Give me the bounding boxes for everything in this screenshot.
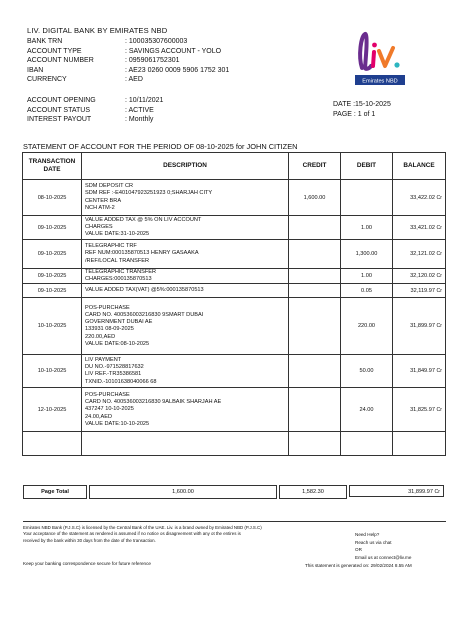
description-line: CHARGES:000135870513 bbox=[85, 276, 152, 283]
page-total-label: Page Total bbox=[23, 485, 87, 499]
cell-credit bbox=[289, 240, 341, 269]
info-value: : 100035307600003 bbox=[125, 38, 188, 45]
cell-description bbox=[82, 284, 289, 298]
table-row bbox=[23, 388, 446, 432]
balance-cr: Cr bbox=[436, 368, 442, 375]
cell-date: 09-10-2025 bbox=[23, 269, 82, 284]
col-header-credit: CREDIT bbox=[289, 153, 341, 180]
description-line: VALUE DATE:08-10-2025 bbox=[85, 340, 150, 347]
cell-description bbox=[82, 180, 289, 216]
description-line: TXNID.-10101638040066 68 bbox=[85, 378, 157, 385]
help-email: Email us at connect@liv.me bbox=[355, 554, 412, 560]
description-line: REF NUM:000135870513 HENRY GASAAKA bbox=[85, 250, 199, 257]
balance-cr: Cr bbox=[436, 406, 442, 413]
description-line: CHARGES bbox=[85, 223, 113, 230]
info-label: CURRENCY bbox=[27, 76, 67, 84]
info-value: : 10/11/2021 bbox=[125, 97, 164, 104]
cell-debit: 24.00 bbox=[341, 388, 393, 432]
info-value: : AE23 0260 0009 5906 1752 301 bbox=[125, 66, 230, 74]
col-header-debit: DEBIT bbox=[341, 153, 393, 180]
account-info bbox=[27, 37, 229, 85]
statement-date: DATE :15-10-2025 bbox=[333, 101, 391, 108]
col-header-date: TRANSACTION DATE bbox=[23, 153, 82, 180]
table-row bbox=[23, 284, 446, 298]
cell-balance bbox=[393, 355, 446, 388]
secure-note: Keep your banking correspondence secure for future reference bbox=[23, 561, 151, 566]
cell-balance bbox=[393, 298, 446, 355]
empty-cell bbox=[289, 432, 341, 456]
cell-credit bbox=[289, 269, 341, 284]
page-total-balance bbox=[349, 485, 444, 497]
cell-balance bbox=[393, 216, 446, 240]
info-label: ACCOUNT NUMBER bbox=[27, 57, 94, 65]
statement-date-block bbox=[333, 100, 391, 120]
table-row bbox=[23, 216, 446, 240]
balance-value: 32,119.97 bbox=[410, 287, 435, 294]
table-header-row bbox=[23, 153, 446, 180]
info-value: : 0959061752301 bbox=[125, 57, 180, 65]
cell-debit: 220.00 bbox=[341, 298, 393, 355]
balance-value: 31,849.97 bbox=[410, 368, 435, 375]
description-line: CARD NO. 400536003216830 9SMART DUBAI bbox=[85, 312, 204, 318]
cell-credit: 1,600.00 bbox=[289, 180, 341, 216]
table-row bbox=[23, 298, 446, 355]
cell-balance bbox=[393, 240, 446, 269]
cell-description bbox=[82, 355, 289, 388]
cell-date: 09-10-2025 bbox=[23, 284, 82, 298]
cell-date: 10-10-2025 bbox=[23, 355, 82, 388]
info-label: BANK TRN bbox=[27, 38, 63, 45]
cell-debit: 1.00 bbox=[341, 269, 393, 284]
description-line: LIV REF.-TR35386581 bbox=[85, 371, 142, 378]
cell-date: 08-10-2025 bbox=[23, 180, 82, 216]
page-total-credit: 1,600.00 bbox=[89, 485, 277, 499]
balance-value: 31,825.97 bbox=[410, 406, 435, 413]
cell-balance bbox=[393, 388, 446, 432]
page-number: PAGE : 1 of 1 bbox=[333, 111, 376, 118]
cell-debit: 1,300.00 bbox=[341, 240, 393, 269]
generated-note: This statement is generated on: 29/02/2024 8.55 AM bbox=[305, 563, 412, 568]
description-line: 24.00,AED bbox=[85, 413, 113, 420]
info-value: : ACTIVE bbox=[125, 106, 154, 114]
disclaimer-line: Your acceptance of the statement as rendered is assumed if no notice os disagreement with any ot the entires is bbox=[23, 531, 241, 537]
cell-debit: 50.00 bbox=[341, 355, 393, 388]
balance-value: 32,121.02 bbox=[410, 251, 435, 257]
col-header-balance: BALANCE bbox=[393, 153, 446, 180]
cell-credit bbox=[289, 284, 341, 298]
description-line: VALUE DATE:10-10-2025 bbox=[85, 420, 150, 427]
page-total-balance-value: 31,899.97 bbox=[408, 489, 433, 495]
description-line: VALUE ADDED TAX @ 5% ON LIV ACCOUNT bbox=[85, 216, 202, 223]
page-total-debit: 1,582.30 bbox=[279, 485, 347, 499]
logo-subtitle: Emirates NBD bbox=[362, 78, 398, 85]
balance-cr: Cr bbox=[436, 194, 442, 201]
cell-balance bbox=[393, 269, 446, 284]
description-line: CENTER BRA bbox=[85, 197, 122, 204]
cell-date: 09-10-2025 bbox=[23, 216, 82, 240]
description-line: TELEGRAPHIC TRF bbox=[85, 243, 137, 250]
info-row-opening bbox=[27, 96, 163, 106]
description-line: LIV PAYMENT bbox=[85, 357, 122, 363]
description-line: POS-PURCHASE bbox=[85, 391, 130, 398]
table-body bbox=[23, 180, 446, 456]
info-row-trn bbox=[27, 37, 229, 47]
statement-title: STATEMENT OF ACCOUNT FOR THE PERIOD OF 08-10-2025 for JOHN CITIZEN bbox=[23, 142, 298, 151]
cell-description bbox=[82, 298, 289, 355]
page-total-cr: Cr bbox=[434, 489, 440, 495]
cell-description bbox=[82, 388, 289, 432]
cell-description bbox=[82, 269, 289, 284]
table-filler-row bbox=[23, 432, 446, 456]
liv-logo bbox=[352, 26, 408, 88]
balance-cr: Cr bbox=[436, 224, 442, 231]
bank-name: LIV. DIGITAL BANK BY EMIRATES NBD bbox=[27, 26, 168, 35]
col-header-description: DESCRIPTION bbox=[82, 153, 289, 180]
account-status-info bbox=[27, 96, 163, 125]
cell-description bbox=[82, 240, 289, 269]
balance-value: 33,421.02 bbox=[410, 224, 435, 231]
description-line: SDM REF :-E401047923251923 0;SHARJAH CITY bbox=[85, 190, 213, 197]
empty-cell bbox=[23, 432, 82, 456]
transactions-table bbox=[22, 152, 446, 456]
disclaimer-line: Emirates NBD Bank (P.J.S.C) is licensed by the Central Bank of the UAE. Liv. is a brand owned by Emirated NBD (P.J.S.C) bbox=[23, 525, 262, 530]
cell-description bbox=[82, 216, 289, 240]
table-row bbox=[23, 269, 446, 284]
help-block bbox=[355, 531, 411, 561]
cell-date: 12-10-2025 bbox=[23, 388, 82, 432]
cell-date: 09-10-2025 bbox=[23, 240, 82, 269]
page-total-row bbox=[23, 485, 446, 499]
description-line: POS-PURCHASE bbox=[85, 304, 130, 311]
info-value: : Monthly bbox=[125, 116, 154, 124]
description-line: VALUE ADDED TAX(VAT) @5%:000135870513 bbox=[85, 287, 204, 294]
description-line: DU NO.-971528817632 bbox=[85, 364, 144, 371]
cell-balance bbox=[393, 180, 446, 216]
cell-debit: 1.00 bbox=[341, 216, 393, 240]
balance-value: 32,120.02 bbox=[410, 273, 435, 280]
cell-credit bbox=[289, 298, 341, 355]
help-chat: Reach us via chat bbox=[355, 539, 392, 545]
empty-cell bbox=[341, 432, 393, 456]
info-label: ACCOUNT OPENING bbox=[27, 97, 96, 104]
info-row-currency bbox=[27, 75, 229, 85]
cell-debit: 0.05 bbox=[341, 284, 393, 298]
info-row-iban bbox=[27, 66, 229, 76]
info-value: : AED bbox=[125, 76, 143, 84]
description-line: SDM DEPOSIT CR bbox=[85, 183, 134, 190]
description-line: CARD NO. 400536003216830 9ALBAIK SHARJAH AE bbox=[85, 399, 222, 406]
description-line: 133931 08-09-2025 bbox=[85, 326, 134, 333]
description-line: NCH ATM-2 bbox=[85, 204, 115, 211]
description-line: /REF/LOCAL TRANSFER bbox=[85, 257, 150, 264]
cell-date: 10-10-2025 bbox=[23, 298, 82, 355]
cell-credit bbox=[289, 388, 341, 432]
info-label: IBAN bbox=[27, 66, 44, 74]
info-label: ACCOUNT STATUS bbox=[27, 106, 91, 114]
disclaimer-line: received by the bank within 30 days from the date of the transaction. bbox=[23, 537, 156, 543]
description-line: 220.00,AED bbox=[85, 333, 116, 340]
description-line: TELEGRAPHIC TRANSFER bbox=[85, 269, 157, 275]
footer-divider bbox=[23, 521, 446, 522]
table-row bbox=[23, 240, 446, 269]
balance-cr: Cr bbox=[436, 287, 442, 294]
balance-value: 33,422.02 bbox=[410, 194, 435, 201]
empty-cell bbox=[82, 432, 289, 456]
balance-value: 31,899.97 bbox=[410, 323, 435, 330]
balance-cr: Cr bbox=[436, 273, 442, 280]
info-label: INTEREST PAYOUT bbox=[27, 116, 92, 124]
footer-disclaimer bbox=[23, 525, 262, 544]
info-value: : SAVINGS ACCOUNT - YOLO bbox=[125, 47, 222, 55]
balance-cr: Cr bbox=[436, 323, 442, 330]
help-title: Need Help? bbox=[355, 532, 380, 537]
cell-debit bbox=[341, 180, 393, 216]
help-or: OR bbox=[355, 547, 362, 553]
description-line: VALUE DATE:31-10-2025 bbox=[85, 231, 150, 238]
cell-credit bbox=[289, 355, 341, 388]
info-row-interest bbox=[27, 115, 163, 125]
info-row-account-number bbox=[27, 56, 229, 66]
description-line: GOVERNMENT DUBAI AE bbox=[85, 319, 153, 326]
info-label: ACCOUNT TYPE bbox=[27, 47, 82, 55]
empty-cell bbox=[393, 432, 446, 456]
liv-logo-icon bbox=[352, 26, 408, 88]
balance-cr: Cr bbox=[436, 251, 442, 257]
cell-credit bbox=[289, 216, 341, 240]
table-row bbox=[23, 355, 446, 388]
cell-balance bbox=[393, 284, 446, 298]
table-row bbox=[23, 180, 446, 216]
info-row-status bbox=[27, 106, 163, 116]
description-line: 437247 10-10-2025 bbox=[85, 406, 134, 413]
info-row-account-type bbox=[27, 47, 229, 57]
